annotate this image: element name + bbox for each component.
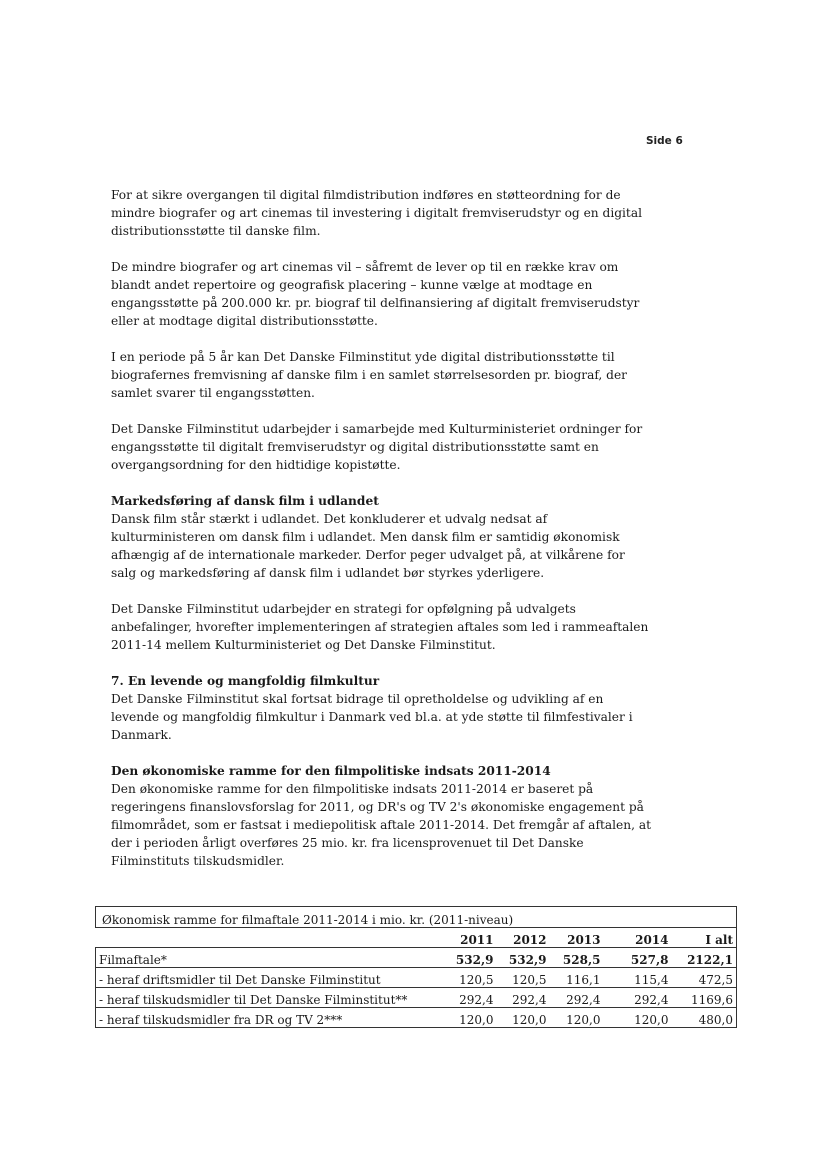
table-column-header: I alt <box>672 928 737 948</box>
table-cell: 480,0 <box>672 1008 737 1028</box>
section-text: Den økonomiske ramme for den filmpolitiske indsats 2011-2014 er baseret på regeringens finanslovsforslag for 2011, og DR's og TV 2's økonomiske engagement på filmområdet, som er fastsat i mediepolitisk aftale 2011-2014. Det fremgår af aftalen, at der i perioden årligt overføres 25 mio. kr. fra licensprovenuet til Det Danske Filminstituts tilskudsmidler. <box>111 782 651 868</box>
paragraph-distribution-period: I en periode på 5 år kan Det Danske Filminstitut yde digital distributionsstøtte til biografernes fremvisning af danske film i en samlet størrelsesorden pr. biograf, der samlet svarer til engangsstøtten. <box>111 350 628 400</box>
table-cell: 120,5 <box>497 968 550 988</box>
page-number: Side 6 <box>646 135 683 147</box>
table-column-header: 2012 <box>497 928 550 948</box>
table-cell: 115,4 <box>604 968 672 988</box>
paragraph-digital-distribution: For at sikre overgangen til digital filmdistribution indføres en støtteordning for de mindre biografer og art cinemas til investering i digitalt fremviserudstyr og en digital distributionsstøtte til danske film. <box>111 188 642 238</box>
table-cell: 292,4 <box>497 988 550 1008</box>
table-row <box>96 1008 737 1028</box>
table-cell: 120,0 <box>441 1008 497 1028</box>
table-row-label: - heraf driftsmidler til Det Danske Filminstitut <box>96 968 441 988</box>
table-header-row <box>96 928 737 948</box>
table-cell: 292,4 <box>441 988 497 1008</box>
table-cell: 116,1 <box>550 968 604 988</box>
table-cell: 120,0 <box>550 1008 604 1028</box>
table-cell: 532,9 <box>497 948 550 968</box>
table-cell: 120,0 <box>604 1008 672 1028</box>
table-row-label: - heraf tilskudsmidler til Det Danske Filminstitut** <box>96 988 441 1008</box>
section-heading: Markedsføring af dansk film i udlandet <box>111 494 379 508</box>
budget-table-container <box>95 906 736 1028</box>
section-text: Det Danske Filminstitut skal fortsat bidrage til opretholdelse og udvikling af en levende og mangfoldig filmkultur i Danmark ved bl.a. at yde støtte til filmfestivaler i Danmark. <box>111 692 633 742</box>
table-cell: 120,5 <box>441 968 497 988</box>
paragraph-marketing-strategy: Det Danske Filminstitut udarbejder en strategi for opfølgning på udvalgets anbefalinger, hvorefter implementeringen af strategien aftales som led i rammeaftalen 2011-14 mellem Kulturministeriet og Det Danske Filminstitut. <box>111 602 649 652</box>
table-column-header: 2013 <box>550 928 604 948</box>
paragraph-institute-schemes: Det Danske Filminstitut udarbejder i samarbejde med Kulturministeriet ordninger for engangsstøtte til digitalt fremviserudstyr og digital distributionsstøtte samt en overgangsordning for den hidtidige kopistøtte. <box>111 422 643 472</box>
table-cell: 292,4 <box>604 988 672 1008</box>
table-header-empty <box>96 928 441 948</box>
table-cell: 292,4 <box>550 988 604 1008</box>
table-cell: 532,9 <box>441 948 497 968</box>
table-cell: 472,5 <box>672 968 737 988</box>
table-caption: Økonomisk ramme for filmaftale 2011-2014 i mio. kr. (2011-niveau) <box>96 907 737 928</box>
document-body <box>111 186 651 888</box>
table-column-header: 2014 <box>604 928 672 948</box>
table-row <box>96 948 737 968</box>
table-cell: 2122,1 <box>672 948 737 968</box>
table-cell: 120,0 <box>497 1008 550 1028</box>
section-text: Dansk film står stærkt i udlandet. Det konkluderer et udvalg nedsat af kulturministeren om dansk film i udlandet. Men dansk film er samtidig økonomisk afhængig af de internationale markeder. Derfor peger udvalget på, at vilkårene for salg og markedsføring af dansk film i udlandet bør styrkes yderligere. <box>111 512 625 580</box>
budget-table <box>95 906 737 1028</box>
paragraph-small-cinemas: De mindre biografer og art cinemas vil – såfremt de lever op til en række krav om blandt andet repertoire og geografisk placering – kunne vælge at modtage en engangsstøtte på 200.000 kr. pr. biograf til delfinansiering af digitalt fremviserudstyr eller at modtage digital distributionsstøtte. <box>111 260 640 328</box>
section-heading: 7. En levende og mangfoldig filmkultur <box>111 674 380 688</box>
table-row-label: Filmaftale* <box>96 948 441 968</box>
section-film-culture <box>111 672 651 744</box>
table-row-label: - heraf tilskudsmidler fra DR og TV 2*** <box>96 1008 441 1028</box>
section-marketing <box>111 492 651 582</box>
section-economic-frame <box>111 762 651 870</box>
table-cell: 528,5 <box>550 948 604 968</box>
table-row <box>96 988 737 1008</box>
table-column-header: 2011 <box>441 928 497 948</box>
section-heading: Den økonomiske ramme for den filmpolitiske indsats 2011-2014 <box>111 764 551 778</box>
table-cell: 527,8 <box>604 948 672 968</box>
table-row <box>96 968 737 988</box>
table-cell: 1169,6 <box>672 988 737 1008</box>
